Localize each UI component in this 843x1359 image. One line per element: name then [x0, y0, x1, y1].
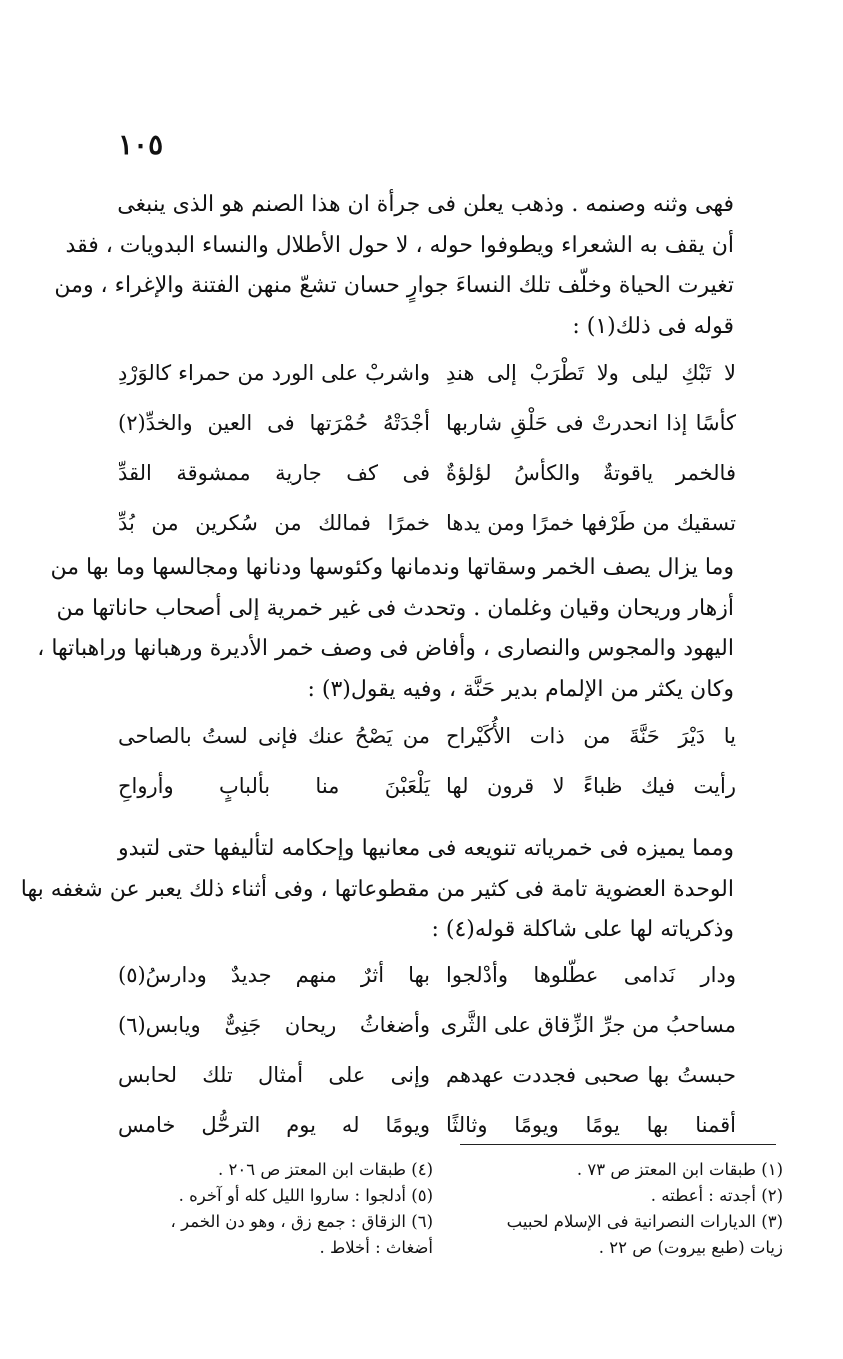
verse-second-hemistich: بها أثرٌ منهم جديدٌ ودارسُ(٥) — [118, 963, 430, 987]
verse-first-hemistich: مساحبُ من جرِّ الزِّقاق على الثَّرى — [440, 1013, 736, 1037]
verse-first-hemistich: فالخمر ياقوتةٌ والكأسُ لؤلؤةٌ — [446, 461, 736, 485]
footnote: (٣) الديارات النصرانية فى الإسلام لحبيب — [506, 1212, 783, 1231]
footnotes-left-column — [118, 1157, 433, 1261]
verse — [118, 718, 736, 768]
verse — [118, 1057, 736, 1107]
text-line: قوله فى ذلك(١) : — [572, 313, 734, 339]
page-number: ١٠٥ — [118, 128, 164, 161]
verse — [118, 405, 736, 455]
verse-first-hemistich: ودار نَدامى عطّلوها وأدْلجوا — [446, 963, 736, 987]
text-line: فهى وثنه وصنمه . وذهب يعلن فى جرأة ان هذا الصنم هو الذى ينبغى — [117, 192, 734, 217]
verse — [118, 957, 736, 1007]
text-line: وكان يكثر من الإلمام بدير حَنَّة ، وفيه يقول(٣) : — [307, 676, 734, 702]
footnote: (١) طبقات ابن المعتز ص ٧٣ . — [576, 1160, 783, 1179]
footnote: (٤) طبقات ابن المعتز ص ٢٠٦ . — [218, 1160, 433, 1179]
text-line: تغيرت الحياة وخلّف تلك النساءَ جوارٍ حسان تشعّ منهن الفتنة والإغراء ، ومن — [54, 273, 734, 298]
verse-second-hemistich: واشربْ على الورد من حمراء كالوَرْدِ — [118, 361, 430, 385]
footnote: (٢) أجدته : أعطته . — [650, 1186, 783, 1205]
verse-first-hemistich: حبستُ بها صحبى فجددت عهدهم — [446, 1063, 736, 1087]
verse — [118, 355, 736, 405]
footnotes-right-column — [483, 1157, 783, 1261]
footnote: (٥) أدلجوا : ساروا الليل كله أو آخره . — [178, 1186, 433, 1205]
verse — [118, 455, 736, 505]
paragraph-1 — [54, 185, 734, 347]
verse — [118, 768, 736, 818]
poem-2 — [118, 718, 736, 818]
verse-second-hemistich: يَلْعَبْنَ منا بألبابٍ وأرواحِ — [118, 774, 430, 798]
verse-first-hemistich: تسقيك من طَرْفها خمرًا ومن يدها — [446, 511, 736, 535]
text-line: وذكرياته لها على شاكلة قوله(٤) : — [431, 917, 734, 942]
verse-second-hemistich: خمرًا فمالك من سُكرين من بُدِّ — [118, 511, 430, 535]
verse-first-hemistich: يا دَيْرَ حَنَّةَ من ذات الأُكَيْراح — [446, 724, 736, 748]
text-line: وما يزال يصف الخمر وسقاتها وندمانها وكئوسها ودنانها ومجالسها وما بها من — [50, 555, 734, 580]
text-line: أن يقف به الشعراء ويطوفوا حوله ، لا حول الأطلال والنساء البدويات ، فقد — [65, 232, 734, 258]
poem-3 — [118, 957, 736, 1157]
verse-second-hemistich: وإنى على أمثال تلك لحابس — [118, 1063, 430, 1087]
verse-second-hemistich: وأضغاثُ ريحان جَنِىٌّ ويابس(٦) — [118, 1013, 430, 1037]
text-line: اليهود والمجوس والنصارى ، وأفاض فى وصف خمر الأديرة ورهبانها وراهباتها ، — [37, 636, 734, 661]
verse-second-hemistich: ويومًا له يوم الترحُّل خامس — [118, 1113, 430, 1137]
verse-first-hemistich: أقمنا بها يومًا ويومًا وثالثًا — [446, 1113, 736, 1137]
paragraph-3 — [20, 829, 734, 951]
verse-second-hemistich: من يَصْحُ عنك فإنى لستُ بالصاحى — [118, 724, 430, 748]
verse-first-hemistich: كأسًا إذا انحدرتْ فى حَلْقِ شاربها — [446, 411, 736, 435]
verse-first-hemistich: لا تَبْكِ ليلى ولا تَطْرَبْ إلى هندِ — [446, 361, 736, 385]
verse — [118, 1007, 736, 1057]
paragraph-2 — [37, 548, 734, 710]
verse — [118, 1107, 736, 1157]
footnote: زيات (طبع بيروت) ص ٢٢ . — [598, 1238, 783, 1257]
poem-1 — [118, 355, 736, 555]
verse-second-hemistich: أجْدَتْهُ حُمْرَتها فى العين والخدِّ(٢) — [118, 411, 430, 435]
text-line: الوحدة العضوية تامة فى كثير من مقطوعاتها ، وفى أثناء ذلك يعبر عن شغفه بها — [20, 876, 734, 902]
text-line: ومما يميزه فى خمرياته تنويعه فى معانيها وإحكامه لتأليفها حتى لتبدو — [118, 836, 734, 861]
verse-second-hemistich: فى كف جارية ممشوقة القدِّ — [118, 461, 430, 485]
footnote: (٦) الزقاق : جمع زق ، وهو دن الخمر ، — [170, 1212, 433, 1231]
footnote: أضغاث : أخلاط . — [319, 1238, 433, 1257]
verse-first-hemistich: رأيت فيك ظباءً لا قرون لها — [446, 774, 736, 798]
footnote-separator — [460, 1144, 776, 1145]
text-line: أزهار وريحان وقيان وغلمان . وتحدث فى غير خمرية إلى أصحاب حاناتها من — [56, 595, 734, 621]
